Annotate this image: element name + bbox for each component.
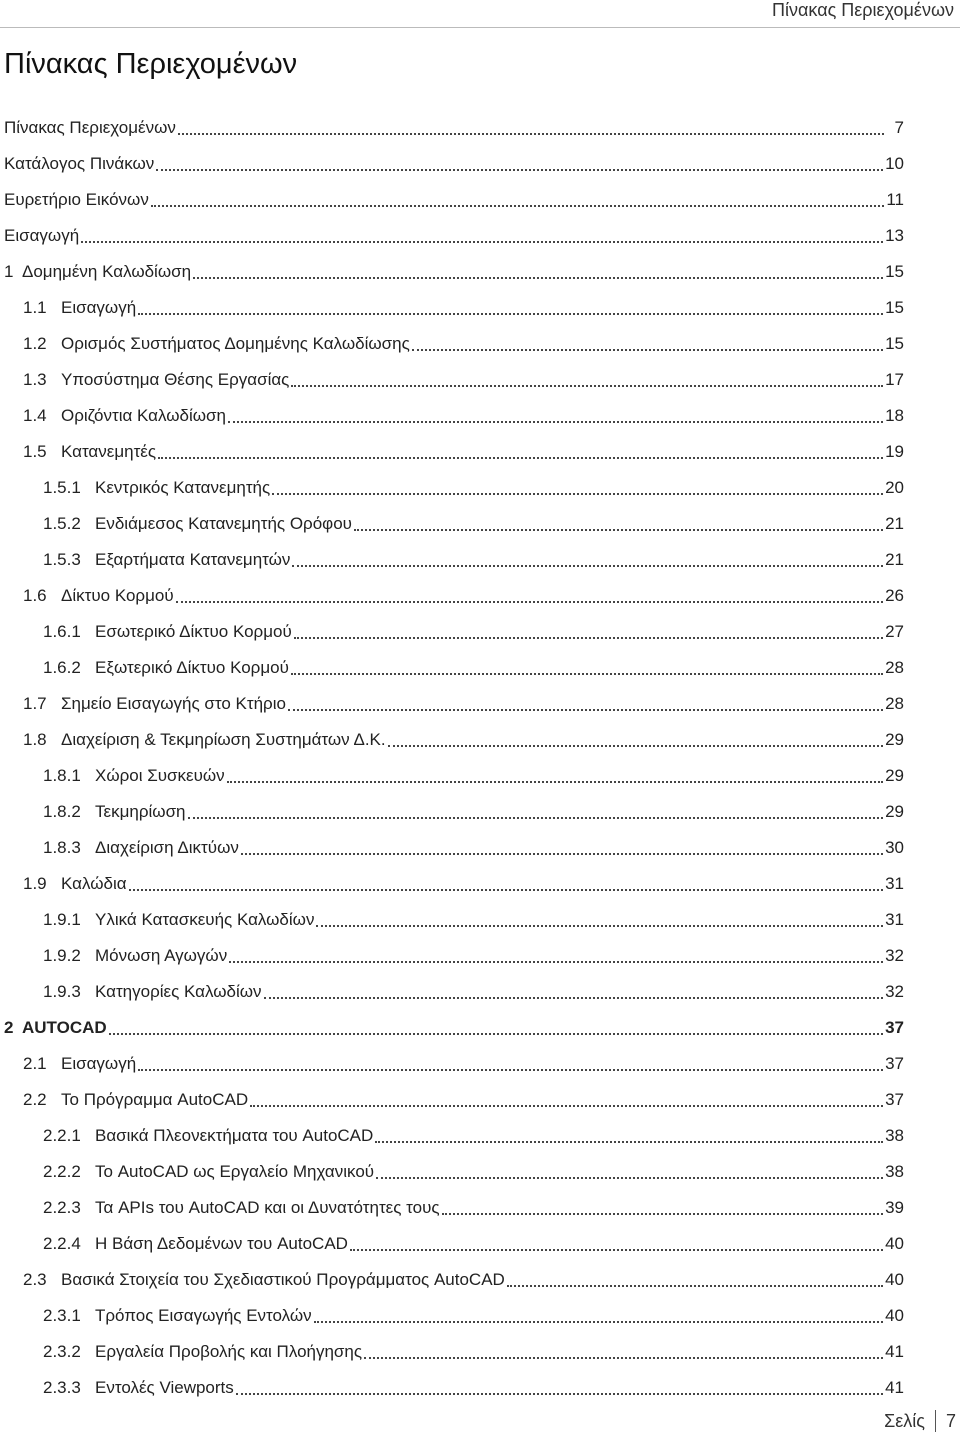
- toc-entry-label: Κατανεμητές: [61, 442, 157, 461]
- toc-dot-leader: [178, 133, 884, 135]
- toc-entry-page: 31: [885, 910, 904, 929]
- toc-entry-label: Ευρετήριο Εικόνων: [4, 190, 149, 209]
- footer-page-number: 7: [945, 1410, 956, 1431]
- toc-entry[interactable]: [0, 1046, 904, 1082]
- toc-entry-page: 10: [885, 154, 904, 173]
- toc-entry-page: 32: [885, 946, 904, 965]
- toc-dot-leader: [138, 1069, 883, 1071]
- toc-entry-number: 1.8: [23, 730, 47, 749]
- toc-entry-page: 31: [885, 874, 904, 893]
- toc-entry-page: 37: [885, 1018, 904, 1037]
- toc-entry-page: 37: [885, 1090, 904, 1109]
- toc-entry-page: 19: [885, 442, 904, 461]
- toc-dot-leader: [188, 817, 884, 819]
- toc-entry-label: Εισαγωγή: [61, 298, 137, 317]
- header-divider: [0, 27, 960, 28]
- toc-dot-leader: [158, 457, 883, 459]
- toc-dot-leader: [388, 745, 883, 747]
- toc-dot-leader: [291, 385, 883, 387]
- toc-dot-leader: [316, 925, 883, 927]
- toc-entry-page: 7: [894, 118, 904, 137]
- toc-entry-label: Βασικά Πλεονεκτήματα του AutoCAD: [95, 1126, 374, 1145]
- toc-entry[interactable]: [0, 578, 904, 614]
- toc-entry-label: Εντολές Viewports: [95, 1378, 234, 1397]
- toc-dot-leader: [81, 241, 883, 243]
- toc-entry-label: Ορισμός Συστήματος Δομημένης Καλωδίωσης: [61, 334, 410, 353]
- toc-entry-number: 1.8.3: [43, 838, 81, 857]
- toc-entry[interactable]: [0, 362, 904, 398]
- toc-entry[interactable]: [0, 1262, 904, 1298]
- toc-entry[interactable]: [0, 1298, 904, 1334]
- toc-entry-page: 21: [885, 514, 904, 533]
- toc-dot-leader: [227, 781, 883, 783]
- toc-dot-leader: [193, 277, 883, 279]
- toc-entry-page: 37: [885, 1054, 904, 1073]
- toc-entry-page: 38: [885, 1126, 904, 1145]
- toc-entry-number: 2.2: [23, 1090, 47, 1109]
- toc-entry-page: 13: [885, 226, 904, 245]
- toc-entry-page: 40: [885, 1306, 904, 1325]
- toc-dot-leader: [350, 1249, 883, 1251]
- toc-entry-label: Εργαλεία Προβολής και Πλοήγησης: [95, 1342, 363, 1361]
- toc-entry-page: 15: [885, 334, 904, 353]
- toc-entry-page: 39: [885, 1198, 904, 1217]
- toc-entry-number: 2.2.4: [43, 1234, 81, 1253]
- toc-dot-leader: [294, 637, 883, 639]
- toc-entry[interactable]: [0, 182, 904, 218]
- toc-entry-page: 32: [885, 982, 904, 1001]
- toc-dot-leader: [507, 1285, 883, 1287]
- toc-entry-number: 1.6.2: [43, 658, 81, 677]
- toc-entry[interactable]: [0, 614, 904, 650]
- toc-entry-label: Βασικά Στοιχεία του Σχεδιαστικού Προγράμματος AutoCAD: [61, 1270, 505, 1289]
- toc-entry-label: Εξαρτήματα Κατανεμητών: [95, 550, 291, 569]
- toc-entry[interactable]: [0, 938, 904, 974]
- toc-entry-number: 2.3.1: [43, 1306, 81, 1325]
- toc-entry-page: 17: [885, 370, 904, 389]
- toc-dot-leader: [250, 1105, 883, 1107]
- toc-entry[interactable]: [0, 650, 904, 686]
- toc-entry-label: Δομημένη Καλωδίωση: [22, 262, 192, 281]
- toc-entry[interactable]: [0, 398, 904, 434]
- toc-entry-label: Το Πρόγραμμα AutoCAD: [61, 1090, 249, 1109]
- toc-entry[interactable]: [0, 290, 904, 326]
- toc-entry-number: 1.7: [23, 694, 47, 713]
- toc-entry-page: 40: [885, 1234, 904, 1253]
- toc-entry-page: 41: [885, 1378, 904, 1397]
- toc-dot-leader: [288, 709, 883, 711]
- toc-entry[interactable]: [0, 254, 904, 290]
- toc-entry-number: 2.2.1: [43, 1126, 81, 1145]
- toc-entry-page: 30: [885, 838, 904, 857]
- toc-entry-label: Η Βάση Δεδομένων του AutoCAD: [95, 1234, 348, 1253]
- toc-entry-number: 1.5.3: [43, 550, 81, 569]
- toc-entry[interactable]: [0, 506, 904, 542]
- toc-entry-label: Ενδιάμεσος Κατανεμητής Ορόφου: [95, 514, 352, 533]
- toc-entry-label: Τεκμηρίωση: [95, 802, 186, 821]
- toc-entry[interactable]: [0, 974, 904, 1010]
- toc-dot-leader: [109, 1033, 883, 1035]
- toc-entry-page: 28: [885, 658, 904, 677]
- toc-entry-label: Κατάλογος Πινάκων: [4, 154, 155, 173]
- toc-entry[interactable]: [0, 758, 904, 794]
- toc-dot-leader: [442, 1213, 884, 1215]
- toc-dot-leader: [129, 889, 884, 891]
- toc-entry-number: 1.5.2: [43, 514, 81, 533]
- toc-entry-page: 15: [885, 262, 904, 281]
- toc-dot-leader: [264, 997, 884, 999]
- toc-entry-label: Σημείο Εισαγωγής στο Κτήριο: [61, 694, 286, 713]
- toc-entry[interactable]: [0, 542, 904, 578]
- toc-entry-page: 15: [885, 298, 904, 317]
- toc-entry[interactable]: [0, 218, 904, 254]
- toc-entry[interactable]: [0, 830, 904, 866]
- toc-entry-number: 2.1: [23, 1054, 47, 1073]
- toc-entry[interactable]: [0, 866, 904, 902]
- toc-entry-label: Κατηγορίες Καλωδίων: [95, 982, 262, 1001]
- toc-entry-label: Δίκτυο Κορμού: [61, 586, 174, 605]
- toc-entry-page: 21: [885, 550, 904, 569]
- toc-entry[interactable]: [0, 1154, 904, 1190]
- toc-entry[interactable]: [0, 1226, 904, 1262]
- toc-dot-leader: [314, 1321, 883, 1323]
- toc-dot-leader: [412, 349, 883, 351]
- toc-entry[interactable]: [0, 794, 904, 830]
- toc-entry-number: 2.3.3: [43, 1378, 81, 1397]
- toc-dot-leader: [241, 853, 883, 855]
- toc-entry-page: 40: [885, 1270, 904, 1289]
- footer-separator: [935, 1410, 936, 1432]
- toc-dot-leader: [228, 421, 883, 423]
- toc-entry-number: 1.9: [23, 874, 47, 893]
- toc-entry-label: Τα APIs του AutoCAD και οι Δυνατότητες τους: [95, 1198, 440, 1217]
- table-of-contents: [0, 110, 904, 1406]
- toc-dot-leader: [229, 961, 883, 963]
- toc-entry-label: Κεντρικός Κατανεμητής: [95, 478, 271, 497]
- toc-entry[interactable]: [0, 146, 904, 182]
- toc-entry-number: 1.5.1: [43, 478, 81, 497]
- toc-entry-label: Υλικά Κατασκευής Καλωδίων: [95, 910, 315, 929]
- page-footer: [884, 1410, 956, 1432]
- page-title: Πίνακας Περιεχομένων: [4, 48, 298, 80]
- toc-entry[interactable]: [0, 686, 904, 722]
- toc-entry-page: 29: [885, 730, 904, 749]
- toc-entry-page: 18: [885, 406, 904, 425]
- toc-entry-number: 2.3: [23, 1270, 47, 1289]
- toc-entry-label: Εσωτερικό Δίκτυο Κορμού: [95, 622, 292, 641]
- toc-entry-number: 1.2: [23, 334, 47, 353]
- toc-entry-label: AUTOCAD: [22, 1018, 107, 1037]
- toc-entry-page: 27: [885, 622, 904, 641]
- toc-dot-leader: [375, 1141, 883, 1143]
- toc-entry-number: 1.9.3: [43, 982, 81, 1001]
- toc-entry-number: 1.6: [23, 586, 47, 605]
- toc-entry-number: 1.9.2: [43, 946, 81, 965]
- toc-entry[interactable]: [0, 1082, 904, 1118]
- toc-entry[interactable]: [0, 1334, 904, 1370]
- toc-dot-leader: [176, 601, 883, 603]
- toc-dot-leader: [292, 565, 883, 567]
- toc-dot-leader: [151, 205, 884, 207]
- toc-entry-number: 1.9.1: [43, 910, 81, 929]
- toc-dot-leader: [364, 1357, 883, 1359]
- toc-entry-label: Εξωτερικό Δίκτυο Κορμού: [95, 658, 289, 677]
- toc-dot-leader: [354, 529, 883, 531]
- toc-entry-number: 2: [4, 1018, 14, 1037]
- toc-entry-number: 1: [4, 262, 14, 281]
- toc-entry-label: Διαχείριση Δικτύων: [95, 838, 239, 857]
- toc-entry-label: Το AutoCAD ως Εργαλείο Μηχανικού: [95, 1162, 375, 1181]
- toc-entry-label: Πίνακας Περιεχομένων: [4, 118, 176, 137]
- toc-entry-label: Εισαγωγή: [4, 226, 80, 245]
- toc-entry-number: 1.1: [23, 298, 47, 317]
- toc-entry-number: 1.3: [23, 370, 47, 389]
- toc-entry-label: Τρόπος Εισαγωγής Εντολών: [95, 1306, 312, 1325]
- toc-entry-number: 1.5: [23, 442, 47, 461]
- toc-entry-page: 29: [885, 766, 904, 785]
- toc-entry-number: 2.2.2: [43, 1162, 81, 1181]
- toc-entry[interactable]: [0, 110, 904, 146]
- toc-entry-label: Μόνωση Αγωγών: [95, 946, 228, 965]
- toc-entry-page: 11: [886, 190, 904, 209]
- toc-entry[interactable]: [0, 434, 904, 470]
- toc-entry-number: 1.6.1: [43, 622, 81, 641]
- toc-entry-number: 1.8.2: [43, 802, 81, 821]
- toc-entry-page: 26: [885, 586, 904, 605]
- toc-entry-page: 38: [885, 1162, 904, 1181]
- toc-entry-label: Οριζόντια Καλωδίωση: [61, 406, 226, 425]
- footer-page-label: Σελίς: [884, 1410, 925, 1431]
- toc-entry[interactable]: [0, 1190, 904, 1226]
- toc-entry-label: Χώροι Συσκευών: [95, 766, 225, 785]
- toc-dot-leader: [138, 313, 883, 315]
- toc-entry-number: 1.4: [23, 406, 47, 425]
- toc-dot-leader: [291, 673, 883, 675]
- toc-entry[interactable]: [0, 1118, 904, 1154]
- toc-entry-page: 29: [885, 802, 904, 821]
- toc-entry[interactable]: [0, 470, 904, 506]
- toc-entry[interactable]: [0, 1010, 904, 1046]
- toc-entry-page: 28: [885, 694, 904, 713]
- toc-dot-leader: [376, 1177, 883, 1179]
- toc-entry[interactable]: [0, 722, 904, 758]
- toc-entry-label: Διαχείριση & Τεκμηρίωση Συστημάτων Δ.Κ.: [61, 730, 386, 749]
- toc-entry-page: 20: [885, 478, 904, 497]
- toc-entry-number: 2.3.2: [43, 1342, 81, 1361]
- toc-entry-number: 1.8.1: [43, 766, 81, 785]
- toc-entry[interactable]: [0, 902, 904, 938]
- toc-entry-label: Καλώδια: [61, 874, 127, 893]
- toc-dot-leader: [156, 169, 883, 171]
- toc-entry[interactable]: [0, 1370, 904, 1406]
- toc-entry-page: 41: [885, 1342, 904, 1361]
- toc-entry-label: Εισαγωγή: [61, 1054, 137, 1073]
- toc-entry-label: Υποσύστημα Θέσης Εργασίας: [61, 370, 290, 389]
- toc-entry[interactable]: [0, 326, 904, 362]
- toc-entry-number: 2.2.3: [43, 1198, 81, 1217]
- toc-dot-leader: [272, 493, 883, 495]
- toc-dot-leader: [236, 1393, 883, 1395]
- running-header: Πίνακας Περιεχομένων: [772, 0, 954, 20]
